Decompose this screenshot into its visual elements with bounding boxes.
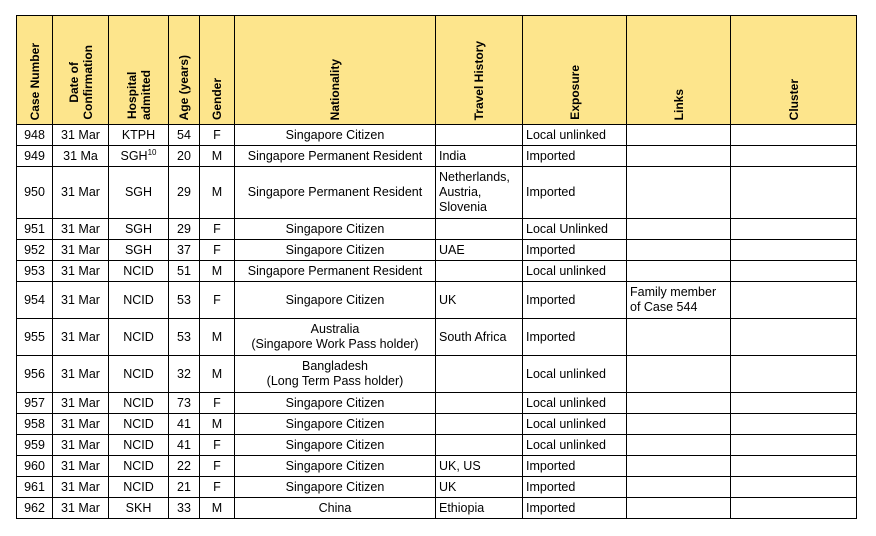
case-number-cell [17,282,53,319]
nationality-cell-text: Singapore Citizen [285,458,385,473]
table-row [17,319,857,356]
age-cell [169,146,200,167]
age-cell-text: 29 [177,221,191,236]
header-exposure: Exposure [523,16,627,125]
nationality-cell-text: Singapore Citizen [285,395,385,410]
gender-cell-text: F [213,127,221,142]
header-cluster: Cluster [731,16,857,125]
case-table [16,15,857,519]
travel-history-cell [436,319,523,356]
exposure-cell-text: Imported [526,479,576,494]
table-row [17,240,857,261]
hospital-cell-text: NCID [123,329,154,344]
gender-cell [200,498,235,519]
case-number-cell-text: 950 [24,185,45,199]
gender-cell [200,240,235,261]
gender-cell-text: M [211,366,223,381]
date-cell [53,261,109,282]
cluster-cell [731,498,857,519]
nationality-cell [235,219,436,240]
footnote-marker: 10 [147,147,157,157]
hospital-cell-text: NCID [123,437,154,452]
case-number-cell-text: 957 [24,395,45,410]
header-nationality: Nationality [235,16,436,125]
exposure-cell [523,167,627,219]
links-cell [627,393,731,414]
exposure-cell [523,319,627,356]
gender-cell [200,219,235,240]
table-row [17,167,857,219]
age-cell [169,261,200,282]
hospital-cell-text: NCID [123,416,154,431]
case-number-cell [17,240,53,261]
age-cell-text: 41 [177,437,191,452]
nationality-cell [235,393,436,414]
gender-cell [200,456,235,477]
case-number-cell-text: 952 [24,242,45,257]
header-links: Links [627,16,731,125]
hospital-cell-text: SGH [124,242,153,257]
nationality-cell [235,319,436,356]
table-row [17,498,857,519]
hospital-cell-text: SGH [124,185,153,199]
travel-history-cell [436,498,523,519]
nationality-cell-text: Singapore Permanent Resident [247,263,423,278]
header-date: Date of Confirmation [53,16,109,125]
nationality-cell-text: Bangladesh (Long Term Pass holder) [266,359,404,388]
table-row [17,146,857,167]
travel-history-cell [436,146,523,167]
case-number-cell [17,498,53,519]
hospital-cell-text: NCID [123,263,154,278]
nationality-cell [235,435,436,456]
case-number-cell [17,414,53,435]
links-cell [627,240,731,261]
travel-history-cell [436,414,523,435]
age-cell-text: 41 [177,416,191,431]
date-cell [53,146,109,167]
exposure-cell-text: Imported [526,500,576,515]
age-cell-text: 37 [177,242,191,257]
travel-history-cell-text: UK [439,292,457,307]
hospital-cell [109,498,169,519]
cluster-cell [731,319,857,356]
table-row [17,414,857,435]
hospital-cell [109,356,169,393]
case-number-cell [17,125,53,146]
nationality-cell [235,261,436,282]
case-number-cell-text: 954 [24,292,45,307]
age-cell [169,393,200,414]
cluster-cell [731,393,857,414]
case-number-cell [17,435,53,456]
cluster-cell [731,456,857,477]
exposure-cell [523,477,627,498]
exposure-cell [523,219,627,240]
hospital-cell-text: NCID [123,395,154,410]
nationality-cell [235,456,436,477]
gender-cell [200,414,235,435]
age-cell [169,414,200,435]
nationality-cell [235,240,436,261]
cluster-cell [731,356,857,393]
travel-history-cell [436,356,523,393]
cluster-cell [731,477,857,498]
age-cell-text: 22 [177,458,191,473]
case-number-cell-text: 959 [24,437,45,452]
exposure-cell-text: Local unlinked [526,395,606,410]
table-row [17,477,857,498]
exposure-cell [523,435,627,456]
links-cell [627,282,731,319]
date-cell [53,435,109,456]
case-number-cell-text: 962 [24,500,45,515]
case-number-cell-text: 960 [24,458,45,473]
date-cell [53,319,109,356]
links-cell [627,319,731,356]
age-cell-text: 20 [177,148,191,163]
links-cell [627,167,731,219]
table-row [17,219,857,240]
date-cell-text: 31 Mar [61,479,100,494]
gender-cell [200,167,235,219]
exposure-cell [523,356,627,393]
travel-history-cell [436,125,523,146]
travel-history-cell-text: UK, US [439,458,481,473]
hospital-cell [109,125,169,146]
table-row [17,456,857,477]
age-cell-text: 51 [177,263,191,278]
age-cell [169,498,200,519]
gender-cell-text: M [211,263,223,278]
case-number-cell-text: 949 [24,148,45,163]
age-cell [169,477,200,498]
case-number-cell [17,456,53,477]
age-cell-text: 21 [177,479,191,494]
exposure-cell [523,393,627,414]
age-cell-text: 29 [177,185,191,199]
travel-history-cell [436,435,523,456]
date-cell-text: 31 Mar [61,366,100,381]
table-body [17,125,857,519]
hospital-cell [109,240,169,261]
header-gender: Gender [200,16,235,125]
hospital-cell [109,414,169,435]
date-cell [53,477,109,498]
gender-cell [200,125,235,146]
hospital-cell-text: NCID [123,479,154,494]
gender-cell [200,477,235,498]
nationality-cell-text: China [318,500,352,515]
header-age: Age (years) [169,16,200,125]
case-number-cell [17,146,53,167]
exposure-cell [523,125,627,146]
links-cell [627,498,731,519]
travel-history-cell-text: Ethiopia [439,500,485,515]
nationality-cell [235,356,436,393]
date-cell-text: 31 Mar [61,437,100,452]
links-cell [627,125,731,146]
exposure-cell-text: Imported [526,292,576,307]
case-number-cell [17,261,53,282]
date-cell-text: 31 Mar [61,458,100,473]
age-cell-text: 53 [177,329,191,344]
links-cell [627,219,731,240]
date-cell-text: 31 Mar [61,292,100,307]
table-row [17,261,857,282]
table-row [17,356,857,393]
gender-cell-text: M [211,185,223,199]
age-cell-text: 32 [177,366,191,381]
exposure-cell [523,146,627,167]
travel-history-cell [436,219,523,240]
age-cell [169,356,200,393]
table-row [17,435,857,456]
date-cell-text: 31 Mar [61,395,100,410]
travel-history-cell-text: South Africa [439,329,507,344]
date-cell-text: 31 Ma [63,148,98,163]
exposure-cell-text: Imported [526,148,576,163]
nationality-cell-text: Australia (Singapore Work Pass holder) [251,322,419,351]
travel-history-cell [436,393,523,414]
travel-history-cell-text: India [439,148,467,163]
cluster-cell [731,435,857,456]
travel-history-cell [436,282,523,319]
date-cell-text: 31 Mar [61,221,100,236]
case-number-cell-text: 955 [24,329,45,344]
date-cell [53,356,109,393]
cluster-cell [731,414,857,435]
header-travel-history: Travel History [436,16,523,125]
cluster-cell [731,146,857,167]
links-cell [627,456,731,477]
hospital-cell-text: SKH [125,500,152,515]
header-hospital: Hospital admitted [109,16,169,125]
date-cell [53,498,109,519]
exposure-cell-text: Local unlinked [526,366,606,381]
hospital-cell [109,393,169,414]
links-cell-text: Family member of Case 544 [630,285,717,314]
nationality-cell [235,146,436,167]
age-cell [169,435,200,456]
case-number-cell [17,356,53,393]
exposure-cell [523,498,627,519]
gender-cell [200,435,235,456]
hospital-cell [109,261,169,282]
age-cell [169,219,200,240]
gender-cell-text: M [211,500,223,515]
gender-cell-text: M [211,329,223,344]
links-cell [627,146,731,167]
gender-cell-text: M [211,416,223,431]
exposure-cell-text: Local Unlinked [526,221,608,236]
nationality-cell-text: Singapore Citizen [285,242,385,257]
date-cell [53,240,109,261]
links-cell [627,414,731,435]
gender-cell-text: F [213,221,221,236]
case-number-cell [17,477,53,498]
exposure-cell [523,240,627,261]
table-row [17,125,857,146]
gender-cell-text: F [213,437,221,452]
nationality-cell-text: Singapore Permanent Resident [247,148,423,163]
hospital-cell [109,456,169,477]
nationality-cell-text: Singapore Citizen [285,127,385,142]
age-cell [169,125,200,146]
date-cell-text: 31 Mar [61,500,100,515]
gender-cell [200,356,235,393]
date-cell-text: 31 Mar [61,263,100,278]
case-number-cell-text: 951 [24,221,45,236]
travel-history-cell [436,167,523,219]
travel-history-cell-text: UAE [439,242,465,257]
gender-cell-text: F [213,395,221,410]
case-number-cell [17,319,53,356]
gender-cell-text: M [211,148,223,163]
links-cell [627,477,731,498]
exposure-cell-text: Local unlinked [526,263,606,278]
date-cell-text: 31 Mar [61,185,100,199]
nationality-cell-text: Singapore Citizen [285,416,385,431]
travel-history-cell-text: Netherlands, Austria, Slovenia [439,170,510,214]
gender-cell [200,319,235,356]
date-cell [53,282,109,319]
gender-cell-text: F [213,292,221,307]
cluster-cell [731,282,857,319]
nationality-cell [235,125,436,146]
age-cell [169,240,200,261]
gender-cell-text: F [213,458,221,473]
date-cell [53,125,109,146]
links-cell [627,261,731,282]
travel-history-cell-text: UK [439,479,457,494]
travel-history-cell [436,477,523,498]
case-number-cell [17,167,53,219]
nationality-cell-text: Singapore Permanent Resident [247,185,423,199]
table-row [17,282,857,319]
date-cell [53,393,109,414]
header-row [17,16,857,125]
case-number-cell-text: 956 [24,366,45,381]
hospital-cell [109,219,169,240]
hospital-cell-text: NCID [123,458,154,473]
travel-history-cell [436,456,523,477]
case-number-cell-text: 958 [24,416,45,431]
cluster-cell [731,125,857,146]
age-cell [169,167,200,219]
nationality-cell [235,498,436,519]
nationality-cell-text: Singapore Citizen [285,221,385,236]
case-number-cell [17,393,53,414]
cluster-cell [731,261,857,282]
cluster-cell [731,167,857,219]
hospital-cell [109,167,169,219]
gender-cell [200,393,235,414]
gender-cell [200,282,235,319]
gender-cell [200,261,235,282]
hospital-cell-text: KTPH [121,127,156,142]
age-cell-text: 54 [177,127,191,142]
age-cell [169,456,200,477]
case-number-cell-text: 961 [24,479,45,494]
gender-cell-text: F [213,242,221,257]
nationality-cell-text: Singapore Citizen [285,437,385,452]
nationality-cell-text: Singapore Citizen [285,479,385,494]
exposure-cell-text: Local unlinked [526,127,606,142]
exposure-cell-text: Local unlinked [526,437,606,452]
nationality-cell [235,282,436,319]
exposure-cell [523,414,627,435]
gender-cell-text: F [213,479,221,494]
links-cell [627,435,731,456]
date-cell [53,414,109,435]
case-number-cell [17,219,53,240]
date-cell [53,167,109,219]
case-number-cell-text: 953 [24,263,45,278]
age-cell-text: 53 [177,292,191,307]
cluster-cell [731,219,857,240]
exposure-cell-text: Imported [526,185,576,199]
date-cell-text: 31 Mar [61,416,100,431]
age-cell [169,319,200,356]
hospital-cell-text: NCID [123,366,154,381]
date-cell-text: 31 Mar [61,329,100,344]
nationality-cell [235,414,436,435]
date-cell [53,456,109,477]
nationality-cell [235,167,436,219]
age-cell [169,282,200,319]
hospital-cell [109,146,169,167]
exposure-cell-text: Imported [526,329,576,344]
hospital-cell [109,477,169,498]
nationality-cell-text: Singapore Citizen [285,292,385,307]
date-cell [53,219,109,240]
hospital-cell-text: SGH [124,221,153,236]
nationality-cell [235,477,436,498]
header-case-number: Case Number [17,16,53,125]
hospital-cell [109,435,169,456]
date-cell-text: 31 Mar [61,242,100,257]
age-cell-text: 73 [177,395,191,410]
hospital-cell [109,319,169,356]
exposure-cell [523,261,627,282]
exposure-cell [523,282,627,319]
case-number-cell-text: 948 [24,127,45,142]
hospital-cell-text: SGH [120,148,148,163]
age-cell-text: 33 [177,500,191,515]
gender-cell [200,146,235,167]
exposure-cell [523,456,627,477]
exposure-cell-text: Local unlinked [526,416,606,431]
hospital-cell-text: NCID [123,292,154,307]
exposure-cell-text: Imported [526,458,576,473]
travel-history-cell [436,261,523,282]
travel-history-cell [436,240,523,261]
exposure-cell-text: Imported [526,242,576,257]
links-cell [627,356,731,393]
cluster-cell [731,240,857,261]
date-cell-text: 31 Mar [61,127,100,142]
table-row [17,393,857,414]
hospital-cell [109,282,169,319]
